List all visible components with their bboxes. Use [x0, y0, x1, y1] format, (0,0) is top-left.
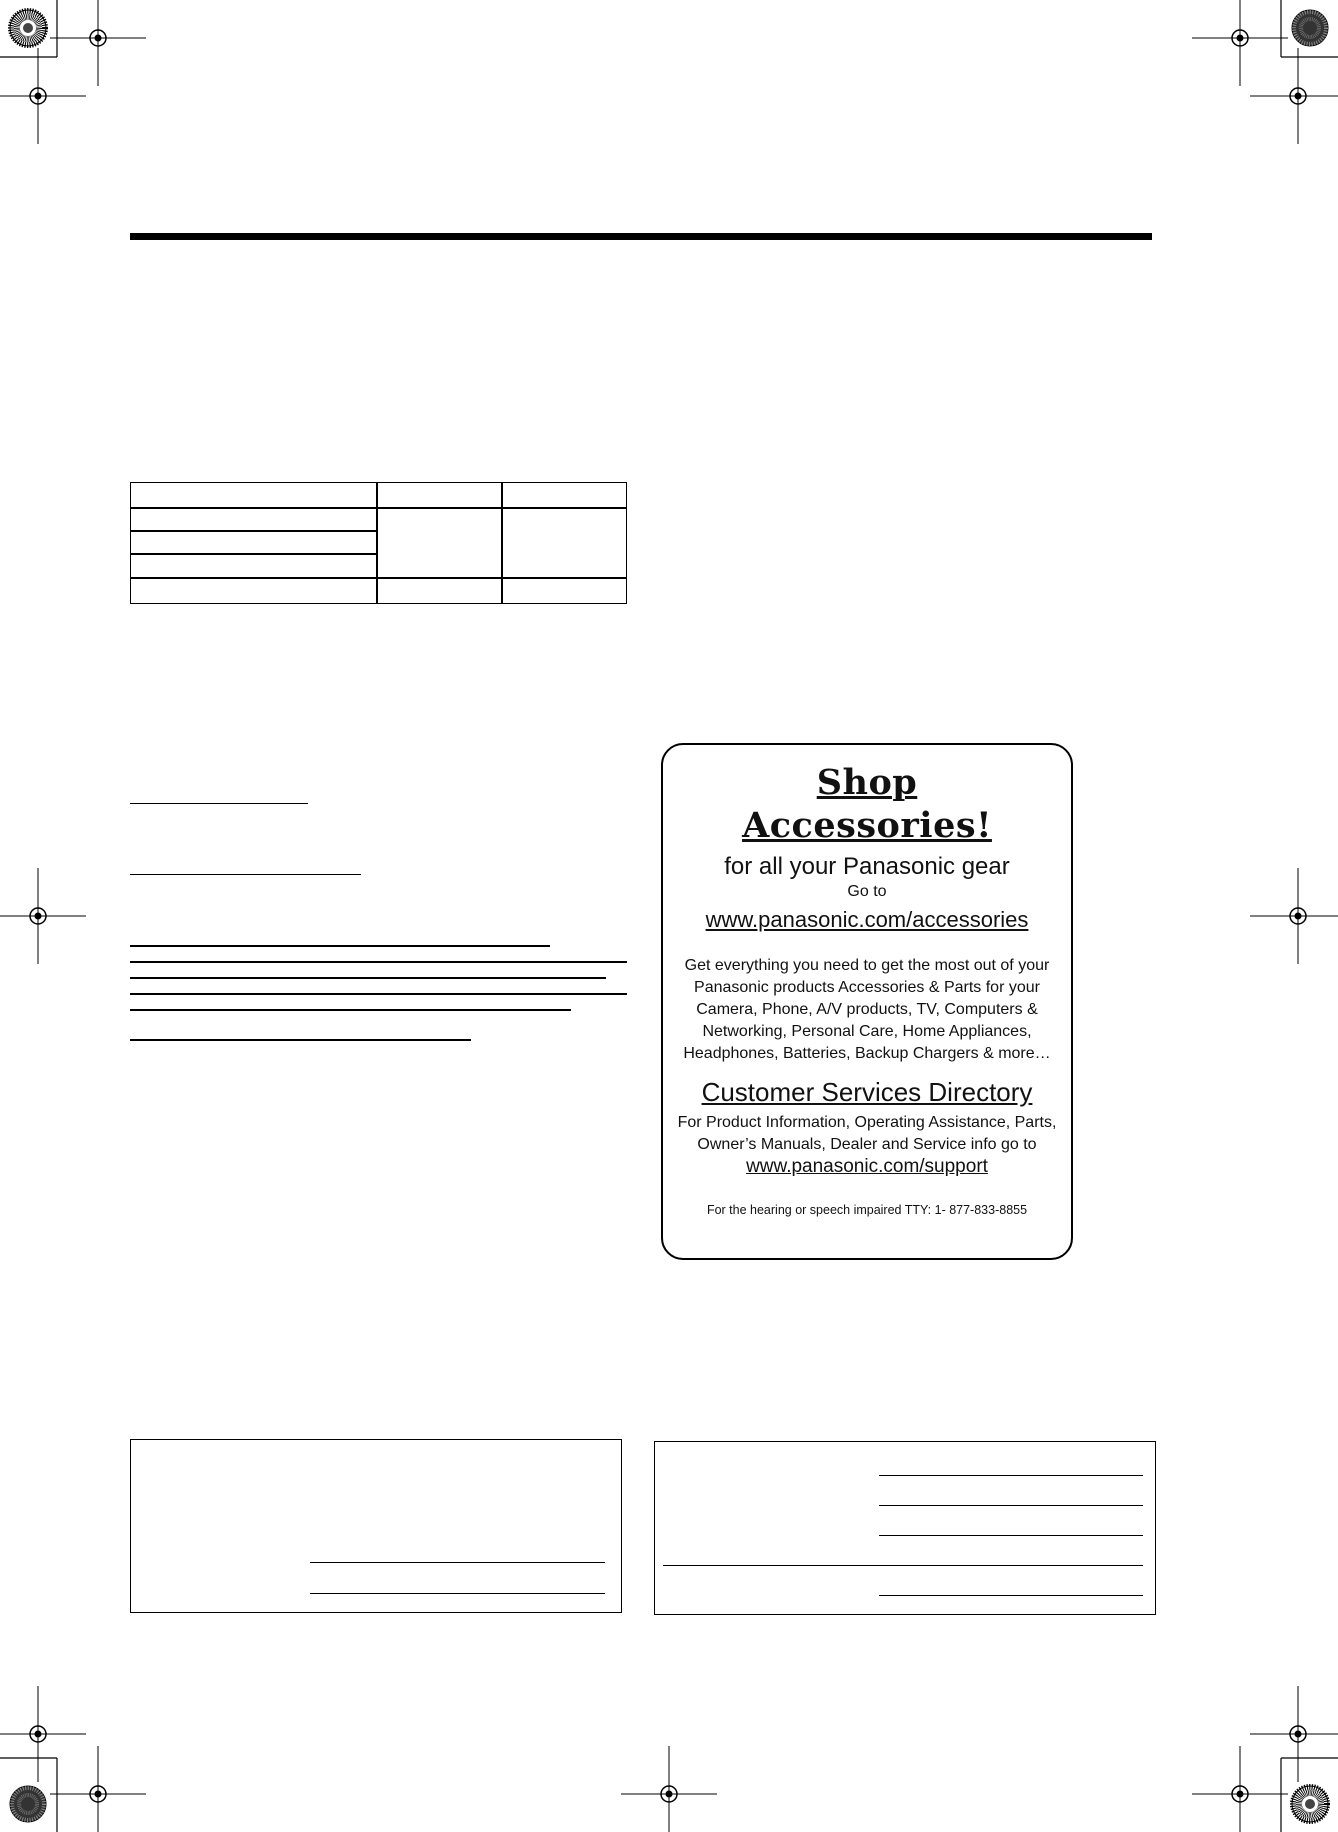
shop-title-line2: Accessories! [742, 805, 992, 846]
tty-text: For the hearing or speech impaired TTY: 1- 877-833-8855 [706, 1203, 1028, 1217]
shop-subtitle: for all your Panasonic gear [724, 853, 1010, 880]
shop-title-line1: Shop [816, 762, 918, 803]
support-link[interactable]: www.panasonic.com/support [746, 1156, 988, 1177]
support-text-body: For Product Information, Operating Assistance, Parts, Owner’s Manuals, Dealer and Service info go to [677, 1114, 1057, 1153]
accessories-link[interactable]: www.panasonic.com/accessories [705, 907, 1029, 932]
go-to-label: Go to [847, 883, 887, 900]
customer-services-heading: Customer Services Directory [701, 1077, 1033, 1107]
shop-body-text: Get everything you need to get the most out of your Panasonic products Accessories & Parts for your Camera, Phone, A/V products, TV, Computers & Networking, Personal Care, Home Appliances, Headphones, Batteries, Backup Chargers & more… [683, 957, 1051, 1062]
